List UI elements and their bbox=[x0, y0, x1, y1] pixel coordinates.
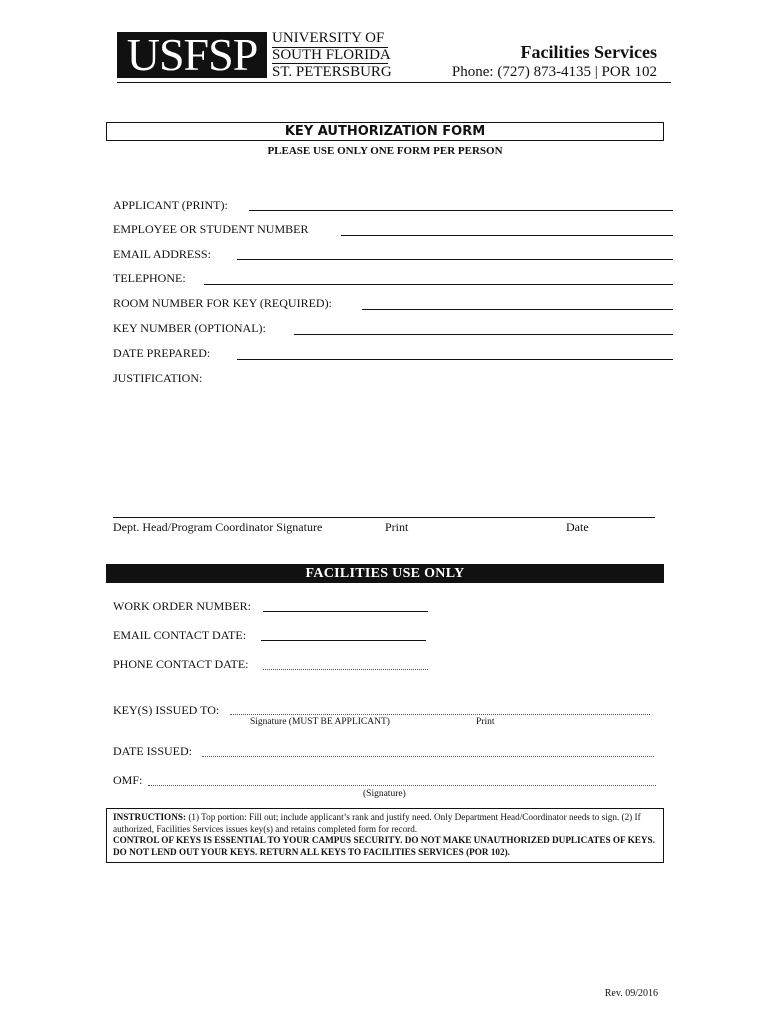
keys-issued-label: KEY(S) ISSUED TO: bbox=[113, 703, 220, 717]
phone-contact-label: PHONE CONTACT DATE: bbox=[113, 657, 249, 671]
coordinator-signature-line[interactable] bbox=[113, 517, 655, 518]
email-field[interactable] bbox=[237, 259, 673, 260]
university-line-3: ST. PETERSBURG bbox=[272, 64, 392, 80]
header-rule bbox=[117, 82, 671, 83]
keys-issued-field[interactable] bbox=[230, 714, 650, 715]
omf-field[interactable] bbox=[148, 785, 656, 786]
coordinator-print-caption: Print bbox=[385, 520, 409, 534]
justification-label: JUSTIFICATION: bbox=[113, 371, 203, 385]
revision-date: Rev. 09/2016 bbox=[604, 988, 658, 999]
coordinator-date-caption: Date bbox=[566, 520, 589, 534]
date-prepared-field[interactable] bbox=[237, 359, 673, 360]
work-order-field[interactable] bbox=[263, 611, 428, 612]
instructions-warning: CONTROL OF KEYS IS ESSENTIAL TO YOUR CAMPUS SECURITY. DO NOT MAKE UNAUTHORIZED DUPLICATES OF KEYS. DO NOT LEND OUT YOUR KEYS. RETURN ALL KEYS TO FACILITIES SERVICES (POR 102). bbox=[113, 835, 655, 857]
email-label: EMAIL ADDRESS: bbox=[113, 247, 211, 261]
university-line-1: UNIVERSITY OF bbox=[272, 30, 385, 46]
university-line-2: SOUTH FLORIDA bbox=[272, 47, 391, 63]
id-number-label: EMPLOYEE OR STUDENT NUMBER bbox=[113, 222, 309, 236]
justification-area[interactable] bbox=[113, 388, 673, 508]
date-issued-field[interactable] bbox=[202, 756, 654, 757]
omf-signature-caption: (Signature) bbox=[363, 789, 406, 799]
facilities-use-only-heading: FACILITIES USE ONLY bbox=[106, 564, 664, 583]
instructions-label: INSTRUCTIONS: bbox=[113, 812, 187, 822]
department-title: Facilities Services bbox=[520, 42, 657, 62]
work-order-label: WORK ORDER NUMBER: bbox=[113, 599, 252, 613]
email-contact-label: EMAIL CONTACT DATE: bbox=[113, 628, 247, 642]
email-contact-field[interactable] bbox=[261, 640, 426, 641]
date-issued-label: DATE ISSUED: bbox=[113, 744, 193, 758]
telephone-label: TELEPHONE: bbox=[113, 271, 186, 285]
telephone-field[interactable] bbox=[204, 284, 673, 285]
room-label: ROOM NUMBER FOR KEY (REQUIRED): bbox=[113, 296, 332, 310]
department-phone: Phone: (727) 873-4135 | POR 102 bbox=[451, 64, 657, 80]
omf-label: OMF: bbox=[113, 773, 143, 787]
id-number-field[interactable] bbox=[341, 235, 673, 236]
applicant-field[interactable] bbox=[249, 210, 673, 211]
key-number-field[interactable] bbox=[294, 334, 673, 335]
applicant-label: APPLICANT (PRINT): bbox=[113, 198, 228, 212]
date-prepared-label: DATE PREPARED: bbox=[113, 346, 211, 360]
key-number-label: KEY NUMBER (OPTIONAL): bbox=[113, 321, 266, 335]
instructions-text: (1) Top portion: Fill out; include applicant’s rank and justify need. Only Department Head/Coordinator needs to sign. (2) If authorized, Facilities Services issues key(s) and retains completed form for record. bbox=[113, 812, 641, 834]
keys-print-caption: Print bbox=[476, 717, 495, 727]
usfsp-logo: USFSP bbox=[117, 32, 267, 78]
coordinator-signature-caption: Dept. Head/Program Coordinator Signature bbox=[113, 520, 323, 534]
instructions-box bbox=[106, 808, 664, 863]
form-subtitle: PLEASE USE ONLY ONE FORM PER PERSON bbox=[267, 145, 503, 157]
phone-contact-field[interactable] bbox=[263, 669, 428, 670]
room-field[interactable] bbox=[362, 309, 673, 310]
form-title: KEY AUTHORIZATION FORM bbox=[106, 122, 664, 141]
keys-signature-caption: Signature (MUST BE APPLICANT) bbox=[250, 717, 390, 727]
